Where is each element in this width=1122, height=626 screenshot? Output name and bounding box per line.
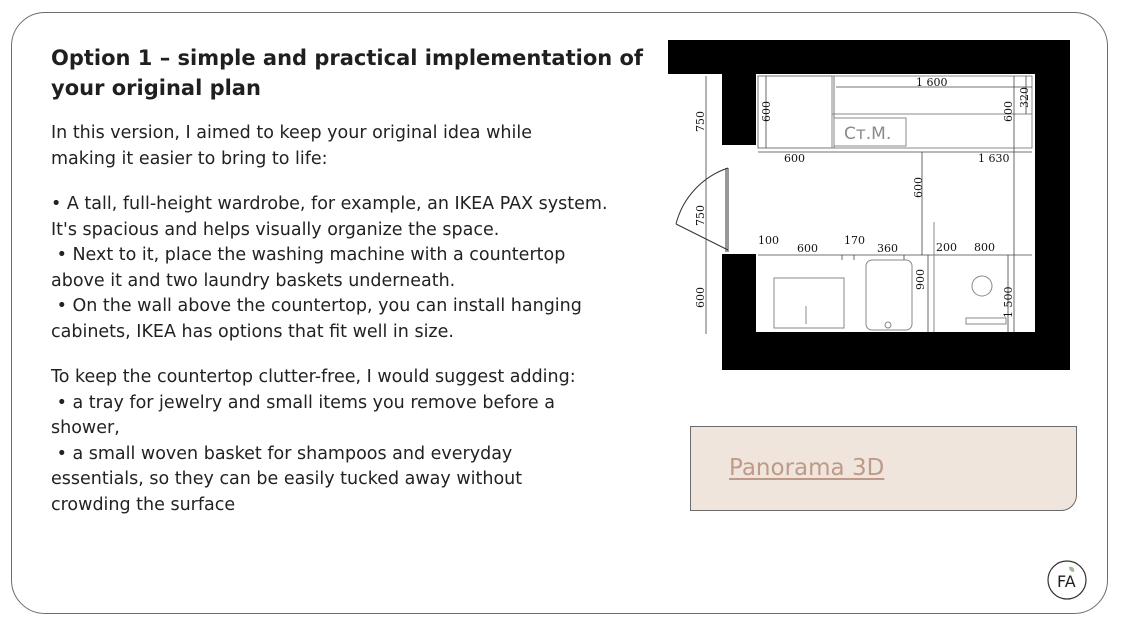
panorama-card <box>690 426 1077 511</box>
slide-title <box>51 43 651 103</box>
countertop-list <box>51 365 651 518</box>
wardrobe-list <box>51 192 651 345</box>
label-600-mid: 600 <box>912 177 925 198</box>
label-320: 320 <box>1018 87 1031 108</box>
label-800: 800 <box>974 241 995 254</box>
label-900: 900 <box>914 269 927 290</box>
list-item: essentials, so they can be easily tucked away without <box>51 469 523 489</box>
label-750-top: 750 <box>694 111 707 132</box>
title-line: your original plan <box>51 76 261 100</box>
list-item: • a tray for jewelry and small items you remove before a <box>51 392 555 413</box>
list-item: It's spacious and helps visually organize the space. <box>51 219 500 240</box>
list-item: above it and two laundry baskets underneath. <box>51 270 456 291</box>
label-600-sink: 600 <box>797 242 818 255</box>
text-line: In this version, I aimed to keep your original idea while <box>51 123 532 143</box>
label-170: 170 <box>844 234 865 247</box>
list-item: shower, <box>51 418 120 438</box>
label-600-right: 600 <box>1002 101 1015 122</box>
label-1600: 1 600 <box>916 76 948 89</box>
label-stm: Ст.М. <box>844 124 892 144</box>
title-line: Option 1 – simple and practical implementation of <box>51 46 644 70</box>
label-600-bottom: 600 <box>694 287 707 308</box>
list-item: cabinets, IKEA has options that fit well in size. <box>51 321 454 342</box>
brand-logo <box>1047 560 1087 600</box>
label-100: 100 <box>758 234 779 247</box>
label-1630: 1 630 <box>978 152 1010 165</box>
label-600-width: 600 <box>784 152 805 165</box>
label-600-top: 600 <box>760 101 773 122</box>
sink <box>774 278 844 328</box>
list-item: • Next to it, place the washing machine with a countertop <box>51 245 566 265</box>
list-item: To keep the countertop clutter-free, I would suggest adding: <box>51 367 576 387</box>
intro-paragraph <box>51 121 651 172</box>
panorama-3d-link[interactable]: Panorama 3D <box>729 455 885 481</box>
text-line: making it easier to bring to life: <box>51 148 328 169</box>
list-item: • On the wall above the countertop, you can install hanging <box>51 296 582 316</box>
label-200: 200 <box>936 241 957 254</box>
shower <box>934 222 1006 332</box>
toilet <box>866 260 912 330</box>
logo-text: FA <box>1057 572 1076 591</box>
floor-plan <box>666 38 1072 373</box>
label-750-door: 750 <box>694 205 707 226</box>
list-item: crowding the surface <box>51 494 236 515</box>
list-item: • A tall, full-height wardrobe, for example, an IKEA PAX system. <box>51 194 608 214</box>
list-item: • a small woven basket for shampoos and everyday <box>51 443 513 464</box>
label-1500: 1 500 <box>1002 286 1015 318</box>
label-360: 360 <box>877 242 898 255</box>
